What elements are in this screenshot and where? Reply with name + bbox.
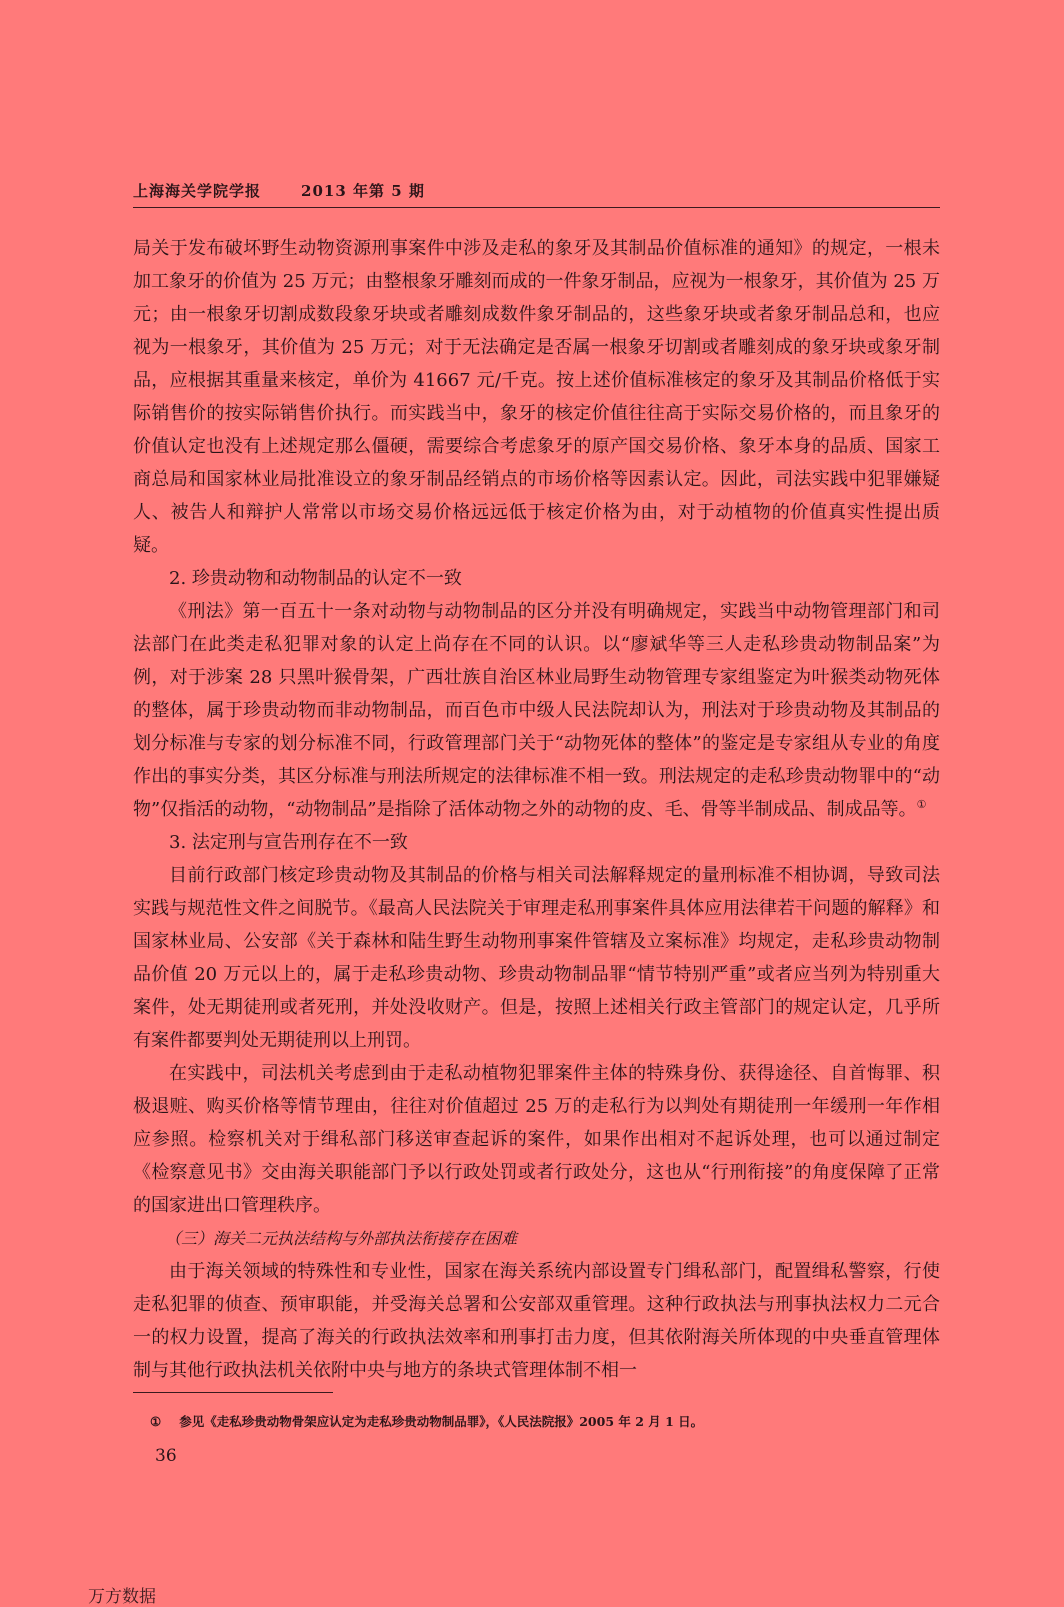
issue-label: 2013 年第 5 期 [301,182,425,200]
paragraph: 目前行政部门核定珍贵动物及其制品的价格与相关司法解释规定的量刑标准不相协调，导致司法实践与规范性文件之间脱节。《最高人民法院关于审理走私刑事案件具体应用法律若干问题的解释》和国家林业局、公安部《关于森林和陆生野生动物刑事案件管辖及立案标准》均规定，走私珍贵动物制品价值 20 万元以上的，属于走私珍贵动物、珍贵动物制品罪“情节特别严重”或者应当列为特别重大案件，处无期徒刑或者死刑，并处没收财产。但是，按照上述相关行政主管部门的规定认定，几乎所有案件都要判处无期徒刑以上刑罚。 [133,865,940,1051]
footnote-mark: ① [150,1414,162,1429]
running-header [133,180,940,208]
journal-name: 上海海关学院学报 [133,182,262,200]
footnote [150,1412,940,1430]
paragraph: 在实践中，司法机关考虑到由于走私动植物犯罪案件主体的特殊身份、获得途径、自首悔罪、积极退赃、购买价格等情节理由，往往对价值超过 25 万的走私行为以判处有期徒刑一年缓刑一年作相应参照。检察机关对于缉私部门移送审查起诉的案件，如果作出相对不起诉处理，也可以通过制定《检察意见书》交由海关职能部门予以行政处罚或者行政处分，这也从“行刑衔接”的角度保障了正常的国家进出口管理秩序。 [133,1063,940,1216]
footnote-text: 参见《走私珍贵动物骨架应认定为走私珍贵动物制品罪》，《人民法院报》2005 年 2 月 1 日。 [179,1414,704,1429]
paragraph-text: 《刑法》第一百五十一条对动物与动物制品的区分并没有明确规定，实践当中动物管理部门和司法部门在此类走私犯罪对象的认定上尚存在不同的认识。以“廖斌华等三人走私珍贵动物制品案”为例，对于涉案 28 只黑叶猴骨架，广西壮族自治区林业局野生动物管理专家组鉴定为叶猴类动物死体的整体，属于珍贵动物而非动物制品，而百色市中级人民法院却认为，刑法对于珍贵动物及其制品的划分标准与专家的划分标准不同，行政管理部门关于“动物死体的整体”的鉴定是专家组从专业的角度作出的事实分类，其区分标准与刑法所规定的法律标准不相一致。刑法规定的走私珍贵动物罪中的“动物”仅指活的动物，“动物制品”是指除了活体动物之外的动物的皮、毛、骨等半制成品、制成品等。 [133,601,940,820]
paragraph: 由于海关领域的特殊性和专业性，国家在海关系统内部设置专门缉私部门，配置缉私警察，行使走私犯罪的侦查、预审职能，并受海关总署和公安部双重管理。这种行政执法与刑事执法权力二元合一的权力设置，提高了海关的行政执法效率和刑事打击力度，但其依附海关所体现的中央垂直管理体制与其他行政执法机关依附中央与地方的条块式管理体制不相一 [133,1261,940,1381]
page-number: 36 [155,1446,177,1466]
section-heading: （三）海关二元执法结构与外部执法衔接存在困难 [165,1229,518,1248]
paragraph [133,595,940,826]
subheading: 3. 法定刑与宣告刑存在不一致 [169,832,408,853]
footnote-ref[interactable]: ① [916,798,927,811]
footnote-divider [133,1392,333,1393]
watermark: 万方数据 [88,1587,156,1607]
paragraph: 局关于发布破坏野生动物资源刑事案件中涉及走私的象牙及其制品价值标准的通知》的规定，一根未加工象牙的价值为 25 万元；由整根象牙雕刻而成的一件象牙制品，应视为一根象牙，其价值为 25 万元；由一根象牙切割成数段象牙块或者雕刻成数件象牙制品的，这些象牙块或者象牙制品总和，也应视为一根象牙，其价值为 25 万元；对于无法确定是否属一根象牙切割或者雕刻成的象牙块或象牙制品，应根据其重量来核定，单价为 41667 元/千克。按上述价值标准核定的象牙及其制品价格低于实际销售价的按实际销售价执行。而实践当中，象牙的核定价值往往高于实际交易价格的，而且象牙的价值认定也没有上述规定那么僵硬，需要综合考虑象牙的原产国交易价格、象牙本身的品质、国家工商总局和国家林业局批准设立的象牙制品经销点的市场价格等因素认定。因此，司法实践中犯罪嫌疑人、被告人和辩护人常常以市场交易价格远远低于核定价格为由，对于动植物的价值真实性提出质疑。 [133,238,940,556]
article-body [133,232,940,1387]
subheading: 2. 珍贵动物和动物制品的认定不一致 [169,568,462,589]
